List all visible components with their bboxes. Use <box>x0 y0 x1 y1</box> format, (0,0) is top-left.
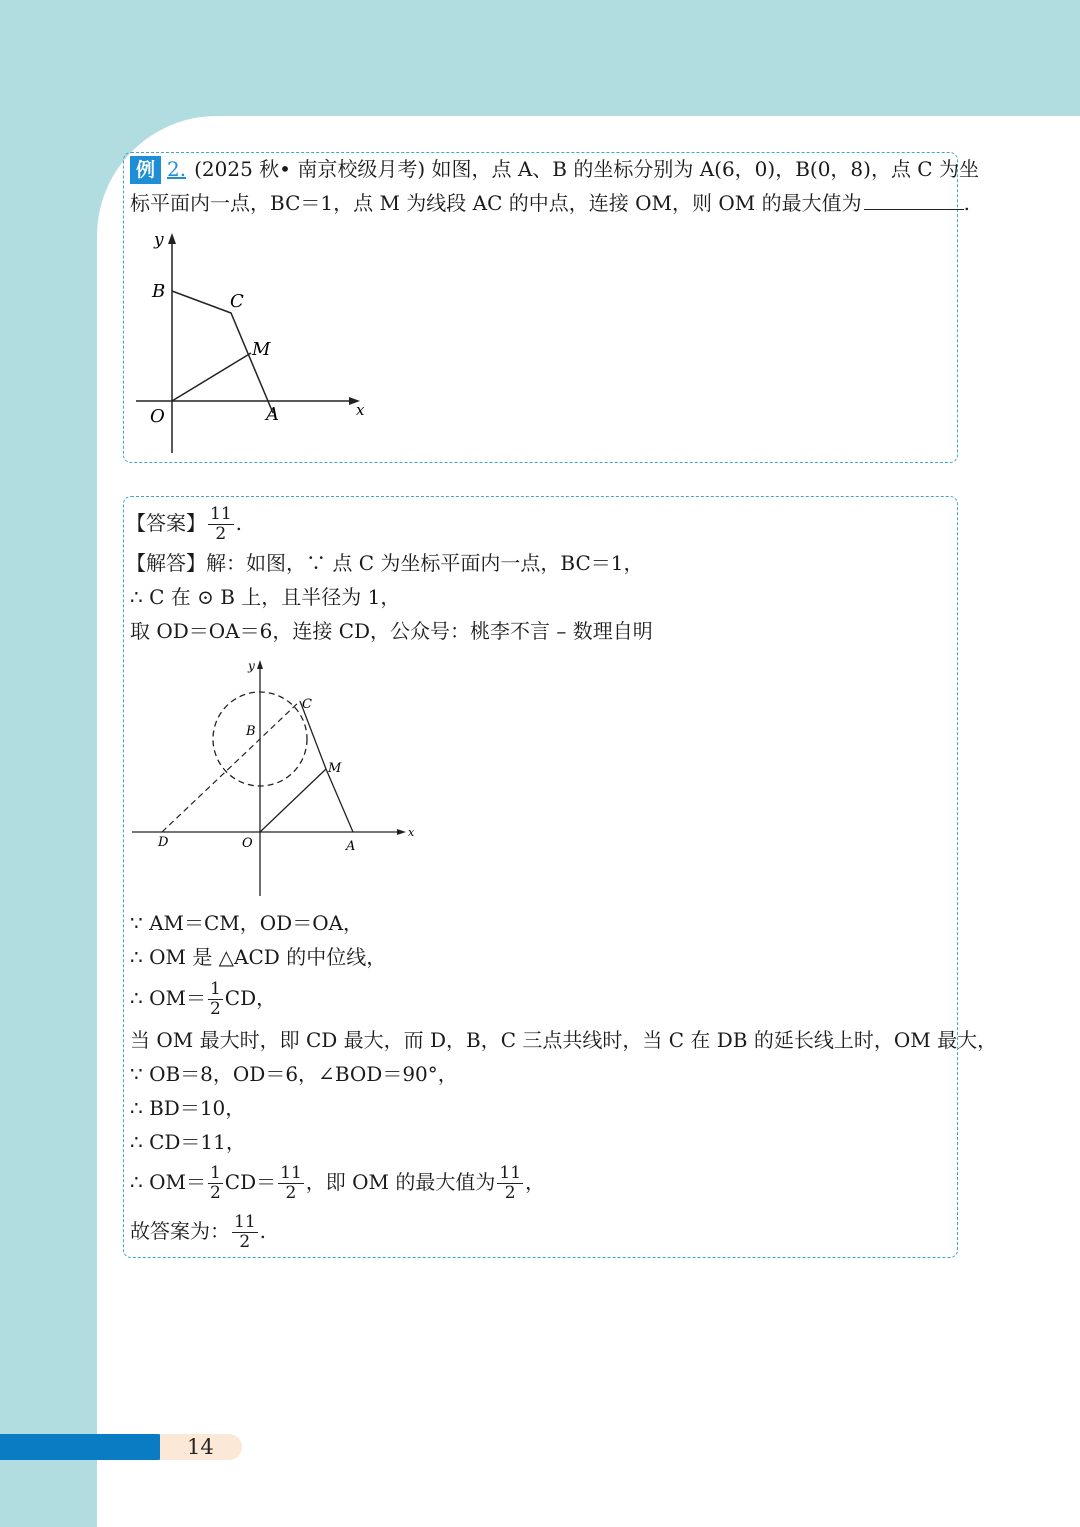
step-1: ∵ AM＝CM，OD＝OA， <box>130 911 364 935</box>
example-number: 2. <box>167 157 187 181</box>
solution-line-3: 取 OD＝OA＝6，连接 CD，公众号：桃李不言 – 数理自明 <box>130 619 653 643</box>
label-a: A <box>346 839 356 854</box>
label-b: B <box>152 281 166 302</box>
label-c: C <box>230 291 244 312</box>
top-band <box>0 0 1080 116</box>
step-6: ∴ BD＝10， <box>130 1096 246 1120</box>
label-d: D <box>158 835 169 850</box>
step-2: ∴ OM 是 △ACD 的中位线， <box>130 945 387 969</box>
fraction-half: $\frac{1}{2}$ <box>209 1163 221 1203</box>
y-arrow-icon <box>257 660 263 669</box>
y-arrow-icon <box>168 233 176 244</box>
label-o: O <box>242 836 253 851</box>
fraction-half: $\frac{1}{2}$ <box>209 979 221 1019</box>
step-8: ∴ OM＝ $\frac{1}{2}$ CD＝ $\frac{11}{2}$ ，即 OM 的最大值为 $\frac{11}{2}$ ， <box>130 1163 546 1203</box>
question-end: . <box>963 191 970 215</box>
x-arrow-icon <box>397 829 406 835</box>
solution-figure <box>130 652 420 900</box>
segment-om <box>260 769 326 832</box>
footer-bar <box>0 1434 170 1460</box>
label-y: y <box>248 659 255 673</box>
label-c: C <box>302 697 312 712</box>
answer-blank <box>864 189 964 210</box>
question-figure <box>130 225 380 457</box>
fraction-eleven-halves: $\frac{11}{2}$ <box>234 1212 256 1252</box>
segment-ca <box>300 701 353 832</box>
step-3: ∴ OM＝ $\frac{1}{2}$ CD， <box>130 979 277 1019</box>
question-line-1 <box>130 155 979 184</box>
label-x: x <box>356 401 365 419</box>
example-badge: 例 <box>130 156 161 184</box>
page-number: 14 <box>187 1435 214 1459</box>
label-o: O <box>150 406 165 427</box>
final-answer: 故答案为： $\frac{11}{2}$ . <box>130 1212 266 1252</box>
step-4: 当 OM 最大时，即 CD 最大，而 D，B，C 三点共线时，当 C 在 DB 的延长线上时，OM 最大， <box>130 1028 998 1052</box>
question-line-2 <box>130 189 970 217</box>
answer-label: 【答案】 <box>126 511 206 535</box>
label-m: M <box>328 761 342 776</box>
answer-line: 【答案】 $\frac{11}{2}$ . <box>126 504 242 544</box>
step-5: ∵ OB＝8，OD＝6，∠BOD＝90°， <box>130 1062 458 1086</box>
label-a: A <box>266 404 279 425</box>
fraction-eleven-halves: $\frac{11}{2}$ <box>280 1163 302 1203</box>
segment-om <box>172 353 251 401</box>
answer-fraction: $\frac{11}{2}$ <box>210 504 232 544</box>
label-b: B <box>246 724 256 739</box>
solution-line-1: 【解答】解：如图，∵ 点 C 为坐标平面内一点，BC＝1， <box>126 551 644 575</box>
question-text-2: 标平面内一点，BC＝1，点 M 为线段 AC 的中点，连接 OM，则 OM 的最大值为 <box>130 191 862 215</box>
solution-line-2: ∴ C 在 ⊙ B 上，且半径为 1， <box>130 585 401 609</box>
fraction-eleven-halves: $\frac{11}{2}$ <box>499 1163 522 1203</box>
segment-dc <box>162 701 300 832</box>
label-y: y <box>154 230 164 250</box>
step-7: ∴ CD＝11， <box>130 1130 246 1154</box>
label-m: M <box>252 339 271 360</box>
question-text-1: (2025 秋• 南京校级月考) 如图，点 A、B 的坐标分别为 A(6，0)，B(0，8)，点 C 为坐 <box>194 157 979 181</box>
label-x: x <box>408 826 415 839</box>
